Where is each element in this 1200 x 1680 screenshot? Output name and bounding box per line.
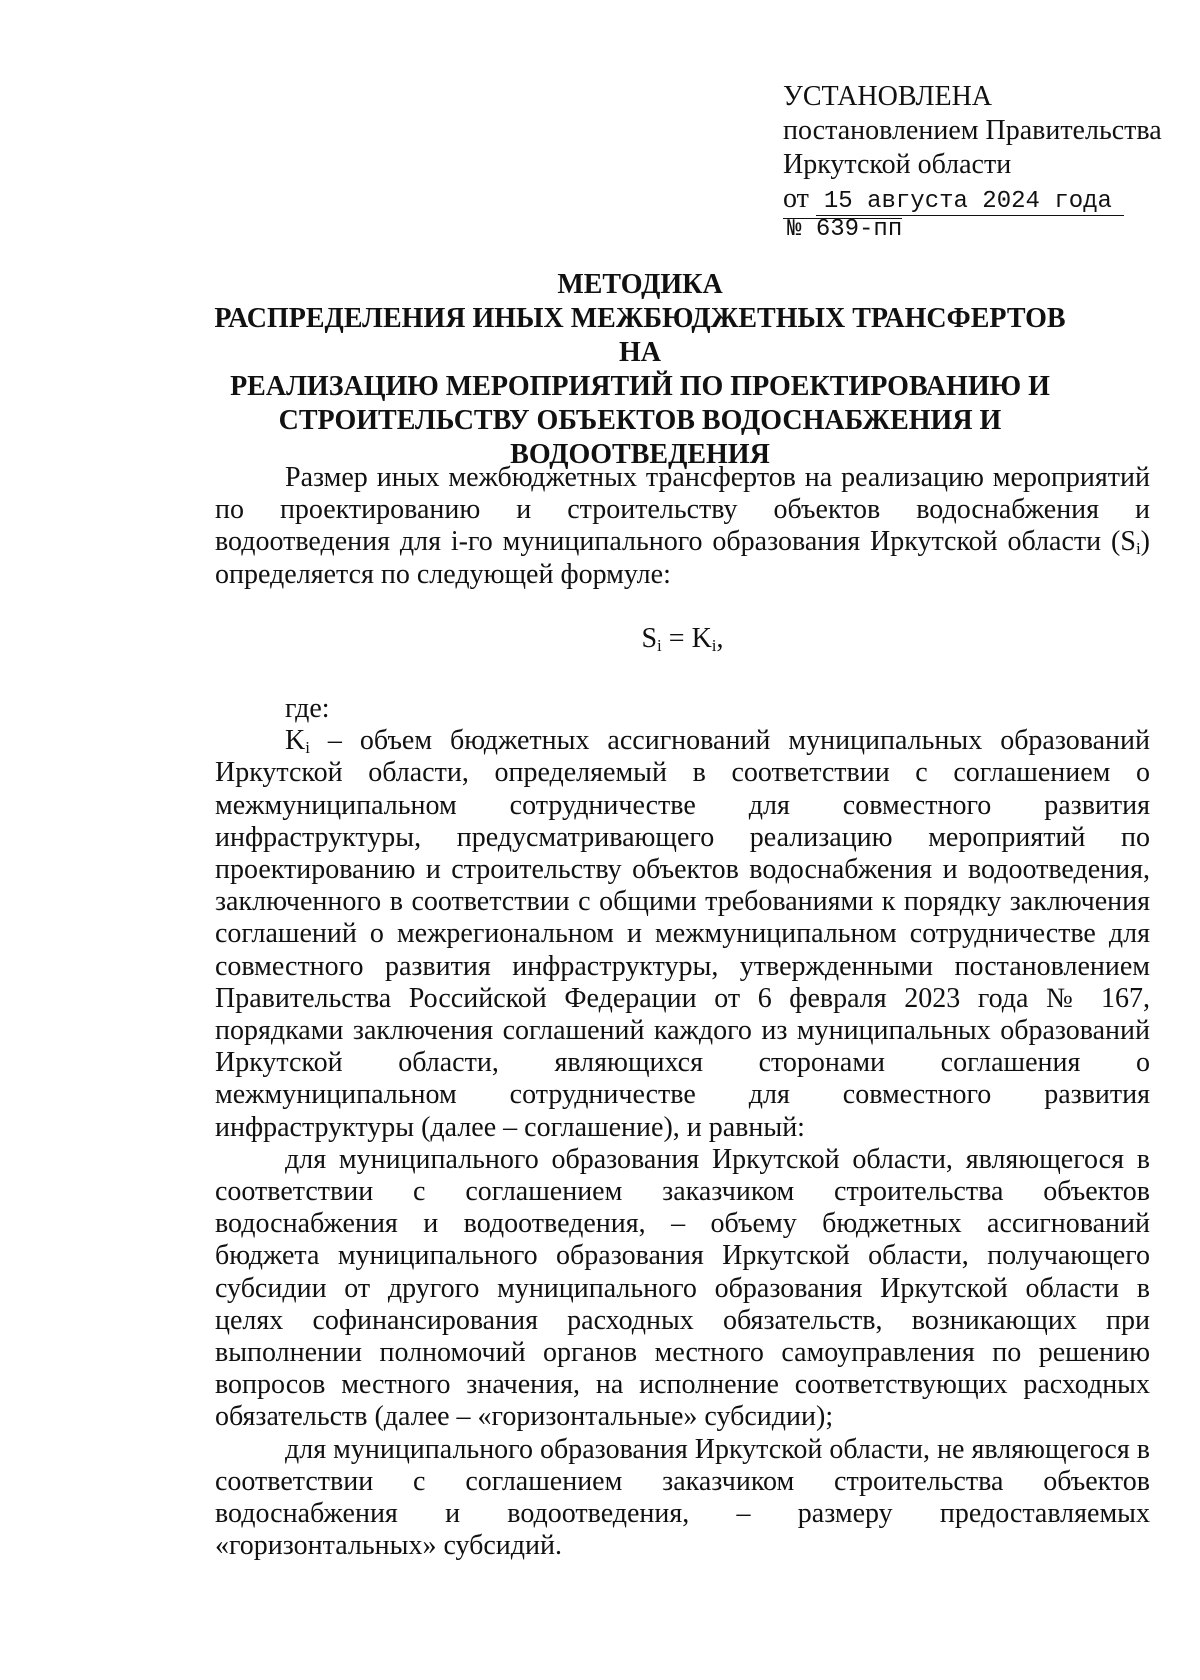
title-line-3: РЕАЛИЗАЦИЮ МЕРОПРИЯТИЙ ПО ПРОЕКТИРОВАНИЮ И: [230, 371, 1050, 402]
intro-subscript: i: [1135, 539, 1141, 559]
k-variable: K: [285, 725, 306, 757]
approval-line-1: постановлением Правительства: [783, 115, 1162, 146]
title-line-4: СТРОИТЕЛЬСТВУ ОБЪЕКТОВ ВОДОСНАБЖЕНИЯ И: [278, 405, 1002, 436]
title-line-1: МЕТОДИКА: [557, 269, 723, 300]
k-definition-text: – объем бюджетных ассигнований муниципальных образований Иркутской области, определяемый в соответствии с соглашением о межмуниципальном сотрудничестве для совместного развития инфраструктуры, предусматривающего реализацию мероприятий по проектированию и строительству объектов водоснабжения и водоотведения, заключенного в соответствии с общими требованиями к порядку заключения соглашений о межрегиональном и межмуниципальном сотрудничестве для совместного развития инфраструктуры, утвержденными постановлением Правительства Российской Федерации от 6 февраля 2023 года № 167, порядками заключения соглашений каждого из муниципальных образований Иркутской области, являющихся сторонами соглашения о межмуниципальном сотрудничестве для совместного развития инфраструктуры (далее – соглашение), и равный:: [215, 725, 1150, 1143]
intro-text-b: ) определяется по следующей формуле:: [215, 526, 1150, 590]
intro-paragraph: [215, 462, 1150, 591]
intro-text-a: Размер иных межбюджетных трансфертов на реализацию мероприятий по проектированию и строительству объектов водоснабжения и водоотведения для i-го муниципального образования Иркутской области (S: [215, 462, 1150, 558]
k-definition-paragraph: [215, 725, 1150, 1144]
formula-s: S: [641, 622, 658, 654]
title-line-5: ВОДООТВЕДЕНИЯ: [510, 439, 770, 470]
approval-number-row: [783, 216, 1143, 241]
case-2-paragraph: для муниципального образования Иркутской области, не являющегося в соответствии с соглашением заказчиком строительства объектов водоснабжения и водоотведения, – размеру предоставляемых «горизонтальных» субсидий.: [215, 1433, 1150, 1562]
formula-k-subscript: i: [711, 635, 717, 655]
approval-number-value: 639-пп: [815, 216, 903, 243]
approval-line-2: Иркутской области: [783, 149, 1012, 180]
k-subscript: i: [305, 738, 310, 758]
document-title: [200, 268, 1080, 472]
approval-number-prefix: №: [787, 216, 802, 243]
approval-status: УСТАНОВЛЕНА: [783, 81, 993, 112]
formula-s-subscript: i: [657, 635, 662, 655]
formula-equals-k: = K: [661, 622, 712, 654]
document-body: [215, 462, 1150, 1563]
approval-block: [783, 80, 1162, 243]
where-label: где:: [285, 693, 330, 725]
case-1-paragraph: для муниципального образования Иркутской области, являющегося в соответствии с соглашением заказчиком строительства объектов водоснабжения и водоотведения, – объему бюджетных ассигнований бюджета муниципального образования Иркутской области, получающего субсидии от другого муниципального образования Иркутской области в целях софинансирования расходных обязательств, возникающих при выполнении полномочий органов местного самоуправления по решению вопросов местного значения, на исполнение соответствующих расходных обязательств (далее – «горизонтальные» субсидии);: [215, 1143, 1150, 1433]
approval-date-prefix: от: [783, 183, 809, 214]
approval-date-value: 15 августа 2024 года: [816, 189, 1124, 216]
title-line-2: РАСПРЕДЕЛЕНИЯ ИНЫХ МЕЖБЮДЖЕТНЫХ ТРАНСФЕРТОВ НА: [214, 303, 1066, 368]
approval-number: [783, 218, 902, 241]
formula: [215, 623, 1150, 655]
approval-date-row: [783, 182, 1143, 216]
formula-end: ,: [716, 622, 724, 654]
